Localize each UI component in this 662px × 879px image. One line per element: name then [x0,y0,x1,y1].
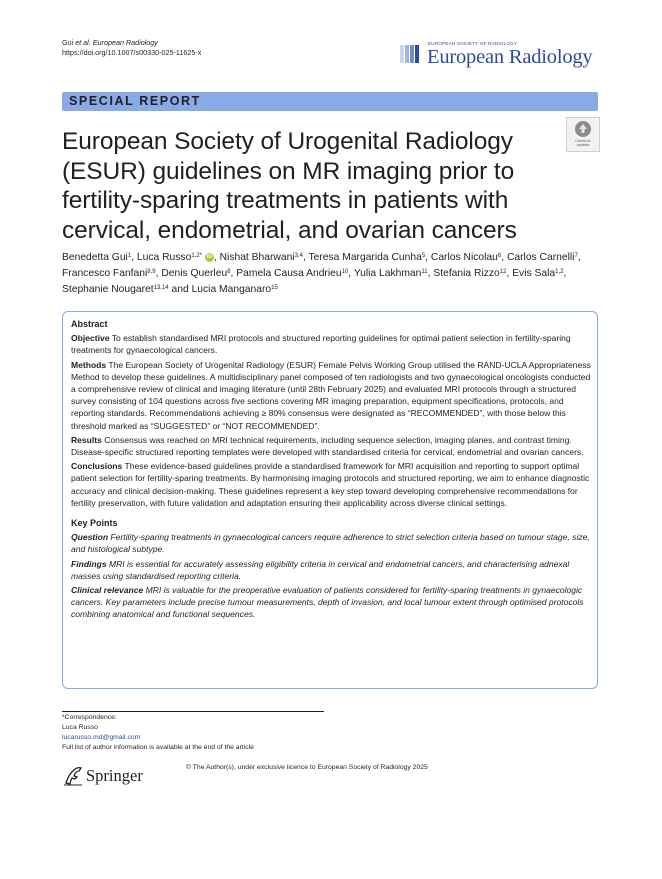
copyright-notice: © The Author(s), under exclusive licence to European Society of Radiology 2025 [186,764,428,771]
springer-horse-icon [62,763,84,787]
logo-journal-text: European Radiology [427,46,593,68]
check-for-updates-button[interactable] [566,117,600,152]
author-list: Benedetta Gui$^1$, Luca Russo$^{1,2*}$ iD , Nishat Bharwani$^{3,4}$, Teresa Margarida Cunha$^5$, Carlos Nicolau$^6$, Carlos Carnelli$^7$, Francesco Fanfani$^{8,9}$, Denis Querleu$^8$, Pamela Causa Andrieu$^{10}$, Yulia Lakhman$^{11}$, Stefania Rizzo$^{12}$, Evis Sala$^{1,2}$, Stephanie Nougaret$^{13,14}$ and Lucia Manganaro$^{15}$ [62,252,581,295]
abstract-box [62,311,598,689]
abstract-objective: Objective To establish standardised MRI protocols and structured reporting guidelines for optimal patient selection in fertility-sparing treatments for gynaecological cancers. [71,333,571,356]
author: Carlos Nicolau$^6$ [430,252,502,263]
journal-citation: Gui et al. European Radiology [62,38,158,47]
author-and: and [171,283,189,295]
author: Francesco Fanfani$^{8,9}$ [62,267,156,279]
abstract-methods: Methods The European Society of Urogenital Radiology (ESUR) Female Pelvis Working Group utilised the RAND-UCLA Appropriateness Method to develop these guidelines. A multidisciplinary panel composed of ten radiologists and two gynaecological oncologists conducted a comprehensive review of clinical and imaging literature (until 28th February 2025) and evaluated MRI protocols through a structured survey consisting of 104 questions across five sections covering MR imaging preparation, equipment specifications, protocols, and reporting standards. Recommendations achieving ≥ 80% consensus were designated as “RECOMMENDED”, with those below this threshold marked as “SUGGESTED” or “NOT RECOMMENDED”. [71,359,591,431]
key-points [71,517,591,621]
correspondence-label: *Correspondence: [62,714,117,721]
author: Stephanie Nougaret$^{13,14}$ [62,283,169,295]
abstract-heading: Abstract [71,319,108,329]
author: Stefania Rizzo$^{12}$ [433,267,507,279]
key-point-findings: Findings MRI is essential for accurately assessing eligibility criteria in cervical and endometrial cancers, and characterising adnexal masses using standardised reporting criteria. [71,558,570,581]
author: Yulia Lakhman$^{11}$ [353,267,428,279]
running-header [62,38,201,58]
abstract-results: Results Consensus was reached on MRI technical requirements, including sequence selection, imaging planes, and contrast timing. Disease-specific structured reporting templates were developed with standardised criteria for cervical, endometrial and ovarian cancers. [71,434,584,458]
key-point-clinical-relevance: Clinical relevance MRI is valuable for the preoperative evaluation of patients considered for fertility-sparing treatments in gynaecologic cancers. Key parameters include precise tumour measurements, depth of invasion, and local tumour extent through optimised protocols combining anatomical and functional sequences. [71,585,584,620]
footnote-divider [62,711,324,712]
abstract-conclusions: Conclusions These evidence-based guidelines provide a standardised framework for MRI acquisition and reporting to support optimal patient selection for fertility-sparing treatments. By harmonising imaging protocols and structured reporting, we aim to enhance diagnostic accuracy and clinical decision-making. These guidelines represent a key step toward developing comprehensive recommendations for fertility preservation, with future validation and adaptation ensuring their applicability across diverse clinical settings. [71,461,590,508]
doi-link[interactable]: https://doi.org/10.1007/s00330-025-11625-x [62,48,202,57]
publisher-name: Springer [86,766,143,785]
orcid-icon[interactable]: iD [206,253,213,260]
correspondence-name: Luca Russo [62,724,98,731]
author: Denis Querleu$^8$ [161,267,231,279]
author-info-note: Full list of author information is available at the end of the article [62,744,254,751]
article-type-label: SPECIAL REPORT [69,94,201,108]
author: Lucia Manganaro$^{15}$ [191,283,278,295]
article-type-bar [62,92,598,111]
key-points-heading: Key Points [71,518,118,529]
article-title: European Society of Urogenital Radiology (ESUR) guidelines on MR imaging prior to fertility-sparing treatments in patients with cervical, endometrial, and ovarian cancers [62,128,517,244]
author: Nishat Bharwani$^{3,4}$ [219,252,303,263]
journal-logo [398,40,598,70]
logo-society-text: EUROPEAN SOCIETY OF RADIOLOGY [428,41,518,46]
european-radiology-logo-icon [398,42,422,66]
check-updates-line1: Check for [575,139,591,143]
author: Carlos Carnelli$^7$ [506,252,578,263]
publisher-logo [62,763,162,787]
author: Luca Russo$^{1,2*}$ iD [136,252,213,263]
key-point-question: Question Fertility-sparing treatments in gynaecological cancers require adherence to strict selection criteria based on tumour stage, size, and histological subtype. [71,532,590,555]
author: Benedetta Gui$^1$ [62,252,132,263]
author: Teresa Margarida Cunha$^5$ [308,252,426,263]
correspondence-email-link[interactable]: lucarusso.md@gmail.com [62,734,141,741]
check-updates-icon [567,118,599,140]
author: Pamela Causa Andrieu$^{10}$ [236,267,349,279]
check-updates-line2: updates [576,143,590,148]
correspondence-footnote [62,713,254,753]
author: Evis Sala$^{1,2}$ [512,267,564,279]
